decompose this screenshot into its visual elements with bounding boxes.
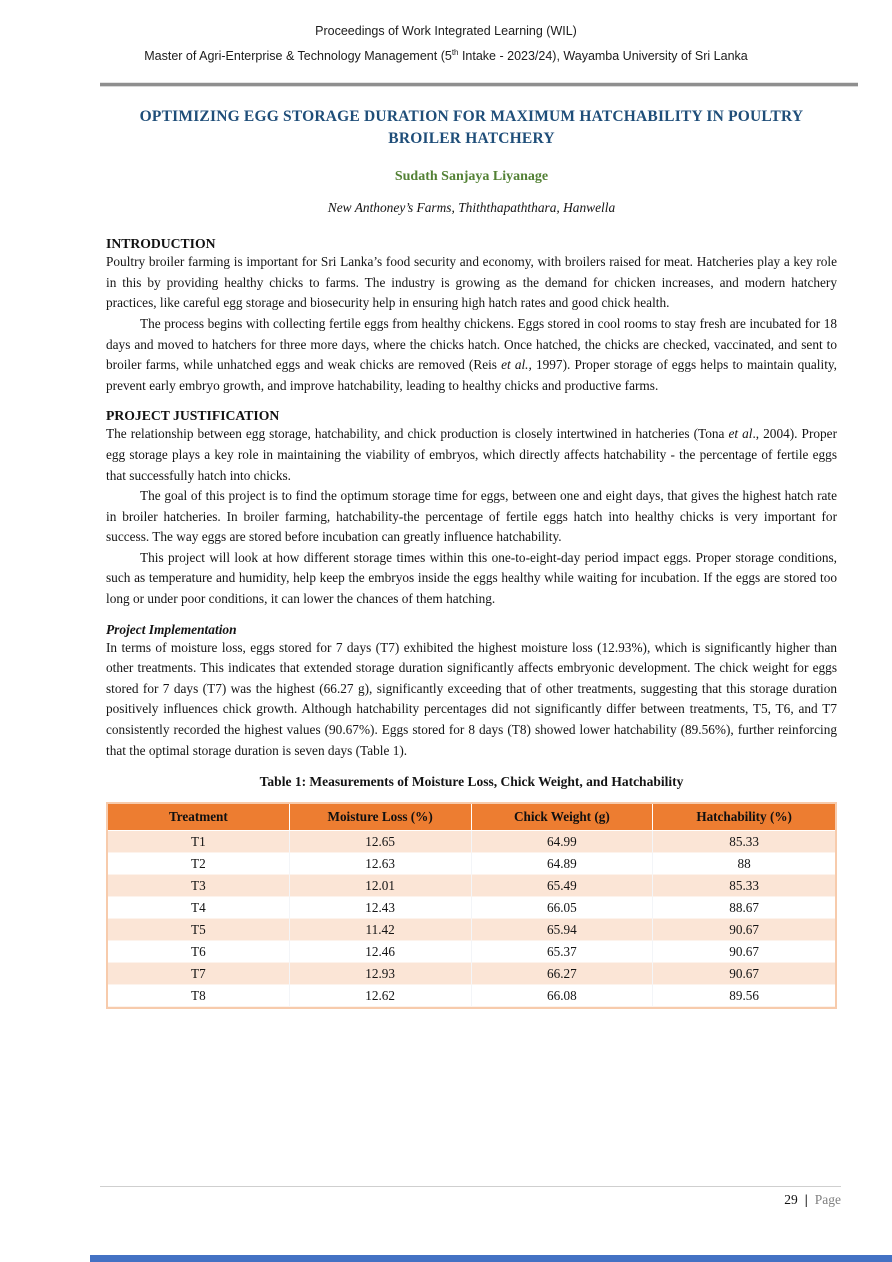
cell-hatchability: 88 <box>653 853 835 875</box>
cell-moisture-loss: 12.63 <box>290 853 472 875</box>
table-caption: Table 1: Measurements of Moisture Loss, Chick Weight, and Hatchability <box>259 774 684 790</box>
cell-chick-weight: 65.49 <box>472 875 654 897</box>
justification-p1-citation-etal: et al <box>728 426 753 442</box>
horizontal-scrollbar[interactable] <box>90 1255 892 1262</box>
cell-hatchability: 90.67 <box>653 963 835 985</box>
cell-treatment: T6 <box>108 941 290 963</box>
page-number-label: Page <box>814 1192 841 1207</box>
cell-moisture-loss: 12.01 <box>290 875 472 897</box>
cell-moisture-loss: 12.46 <box>290 941 472 963</box>
subsection-heading-implementation: Project Implementation <box>106 621 237 637</box>
intro-p2-text-cont: 1997). Proper storage of eggs helps to maintain quality, prevent early embryo growth, and improve hatchability, leading to healthy chicks and productive farms. <box>106 357 838 393</box>
footer-divider <box>100 1186 841 1187</box>
table-row <box>108 919 835 941</box>
cell-moisture-loss: 12.93 <box>290 963 472 985</box>
cell-treatment: T2 <box>108 853 290 875</box>
justification-paragraph-1 <box>106 424 837 486</box>
cell-hatchability: 85.33 <box>653 831 835 853</box>
cell-chick-weight: 64.89 <box>472 853 654 875</box>
cell-treatment: T4 <box>108 897 290 919</box>
justification-paragraph-3: This project will look at how different storage times within this one-to-eight-day period impact eggs. Proper storage conditions, such as temperature and humidity, help keep the embryos inside the eggs healthy while waiting for incubation. If the eggs are stored too long or under poor conditions, it can lower the chances of them hatching. <box>106 549 837 607</box>
table-header-row <box>108 804 835 831</box>
cell-treatment: T1 <box>108 831 290 853</box>
header-line1: Proceedings of Work Integrated Learning (WIL) <box>315 24 577 38</box>
cell-chick-weight: 66.27 <box>472 963 654 985</box>
cell-chick-weight: 66.08 <box>472 985 654 1007</box>
col-header-hatchability: Hatchability (%) <box>653 804 835 831</box>
table-row <box>108 831 835 853</box>
implementation-paragraph-1: In terms of moisture loss, eggs stored for 7 days (T7) exhibited the highest moisture loss (12.93%), which is significantly higher than other treatments. This indicates that extended storage duration significantly affects embryonic development. The chick weight for eggs stored for 7 days (T7) was the highest (66.27 g), significantly exceeding that of other treatments, suggesting that this storage duration positively influences chick growth. Although hatchability percentages did not significantly differ between treatments, T5, T6, and T7 consistently recorded the highest values (90.67%). Eggs stored for 8 days (T8) showed lower hatchability (89.56%), further reinforcing that the optimal storage duration is seven days (Table 1). <box>106 639 837 758</box>
cell-treatment: T7 <box>108 963 290 985</box>
cell-treatment: T5 <box>108 919 290 941</box>
header-divider <box>100 83 858 86</box>
table-row <box>108 963 835 985</box>
cell-treatment: T3 <box>108 875 290 897</box>
table-row <box>108 897 835 919</box>
cell-moisture-loss: 12.62 <box>290 985 472 1007</box>
cell-hatchability: 90.67 <box>653 941 835 963</box>
header-line2-pre: Master of Agri-Enterprise & Technology Management (5 <box>144 49 452 64</box>
header-line2-post: Intake - 2023/24), Wayamba University of Sri Lanka <box>458 49 748 64</box>
intro-p2-text: The process begins with collecting fertile eggs from healthy chickens. Eggs stored in cool rooms to stay fresh are incubated for 18 days and moved to hatchers for three more days, where the chicks hatch. Once hatched, the chicks are checked, vaccinated, and sent to broiler farms, while unhatched eggs and weak chicks are removed (Reis <box>106 315 837 373</box>
cell-chick-weight: 66.05 <box>472 897 654 919</box>
cell-hatchability: 90.67 <box>653 919 835 941</box>
justification-paragraph-2: The goal of this project is to find the optimum storage time for eggs, between one and eight days, that gives the highest hatch rate in broiler hatcheries. In broiler farming, hatchability-the percentage of fertile eggs hatch into healthy chicks is very important for success. The way eggs are stored before incubation can greatly influence hatchability. <box>106 488 837 545</box>
paper-title: OPTIMIZING EGG STORAGE DURATION FOR MAXIMUM HATCHABILITY IN POULTRY BROILER HATCHERY <box>139 108 804 148</box>
col-header-chick-weight: Chick Weight (g) <box>472 804 654 831</box>
cell-chick-weight: 65.37 <box>472 941 654 963</box>
header-line2 <box>0 42 892 67</box>
introduction-paragraph-1: Poultry broiler farming is important for Sri Lanka’s food security and economy, with broilers raised for meat. Hatcheries play a key role in this by providing healthy chicks to farms. The industry is growing as the demand for chicken increases, and modern hatchery practices, like careful egg storage and biosecurity help in ensuring high hatch rates and good chick health. <box>106 254 837 311</box>
results-table <box>106 802 837 1009</box>
cell-hatchability: 89.56 <box>653 985 835 1007</box>
cell-moisture-loss: 12.43 <box>290 897 472 919</box>
table-row <box>108 853 835 875</box>
cell-hatchability: 88.67 <box>653 897 835 919</box>
page-number-separator: | <box>804 1192 808 1207</box>
table-row <box>108 941 835 963</box>
page-content <box>106 106 837 1009</box>
cell-chick-weight: 65.94 <box>472 919 654 941</box>
justification-p1-text: The relationship between egg storage, hatchability, and chick production is closely intertwined in hatcheries (Tona <box>106 426 729 442</box>
results-table-head <box>108 804 835 831</box>
cell-moisture-loss: 12.65 <box>290 831 472 853</box>
cell-moisture-loss: 11.42 <box>290 919 472 941</box>
table-row <box>108 875 835 897</box>
intro-p2-citation-etal: et al., <box>501 357 532 373</box>
introduction-paragraph-2 <box>106 314 837 396</box>
author-name: Sudath Sanjaya Liyanage <box>394 169 549 185</box>
header-ordinal-suffix: th <box>451 48 459 57</box>
cell-chick-weight: 64.99 <box>472 831 654 853</box>
running-header <box>0 0 892 67</box>
page-number-value: 29 <box>784 1192 798 1207</box>
section-heading-justification: PROJECT JUSTIFICATION <box>106 408 280 424</box>
results-table-body <box>108 831 835 1007</box>
justification-p1-text-cont: ., 2004). Proper egg storage plays a key role in maintaining the viability of embryos, which directly affects hatchability - the percentage of fertile eggs that successfully hatch into chicks. <box>106 426 838 483</box>
author-affiliation: New Anthoney’s Farms, Thiththapaththara, Hanwella <box>327 200 616 216</box>
cell-treatment: T8 <box>108 985 290 1007</box>
cell-hatchability: 85.33 <box>653 875 835 897</box>
col-header-treatment: Treatment <box>108 804 290 831</box>
col-header-moisture-loss: Moisture Loss (%) <box>290 804 472 831</box>
page-number <box>784 1192 841 1208</box>
section-heading-introduction: INTRODUCTION <box>106 236 216 252</box>
table-row <box>108 985 835 1007</box>
